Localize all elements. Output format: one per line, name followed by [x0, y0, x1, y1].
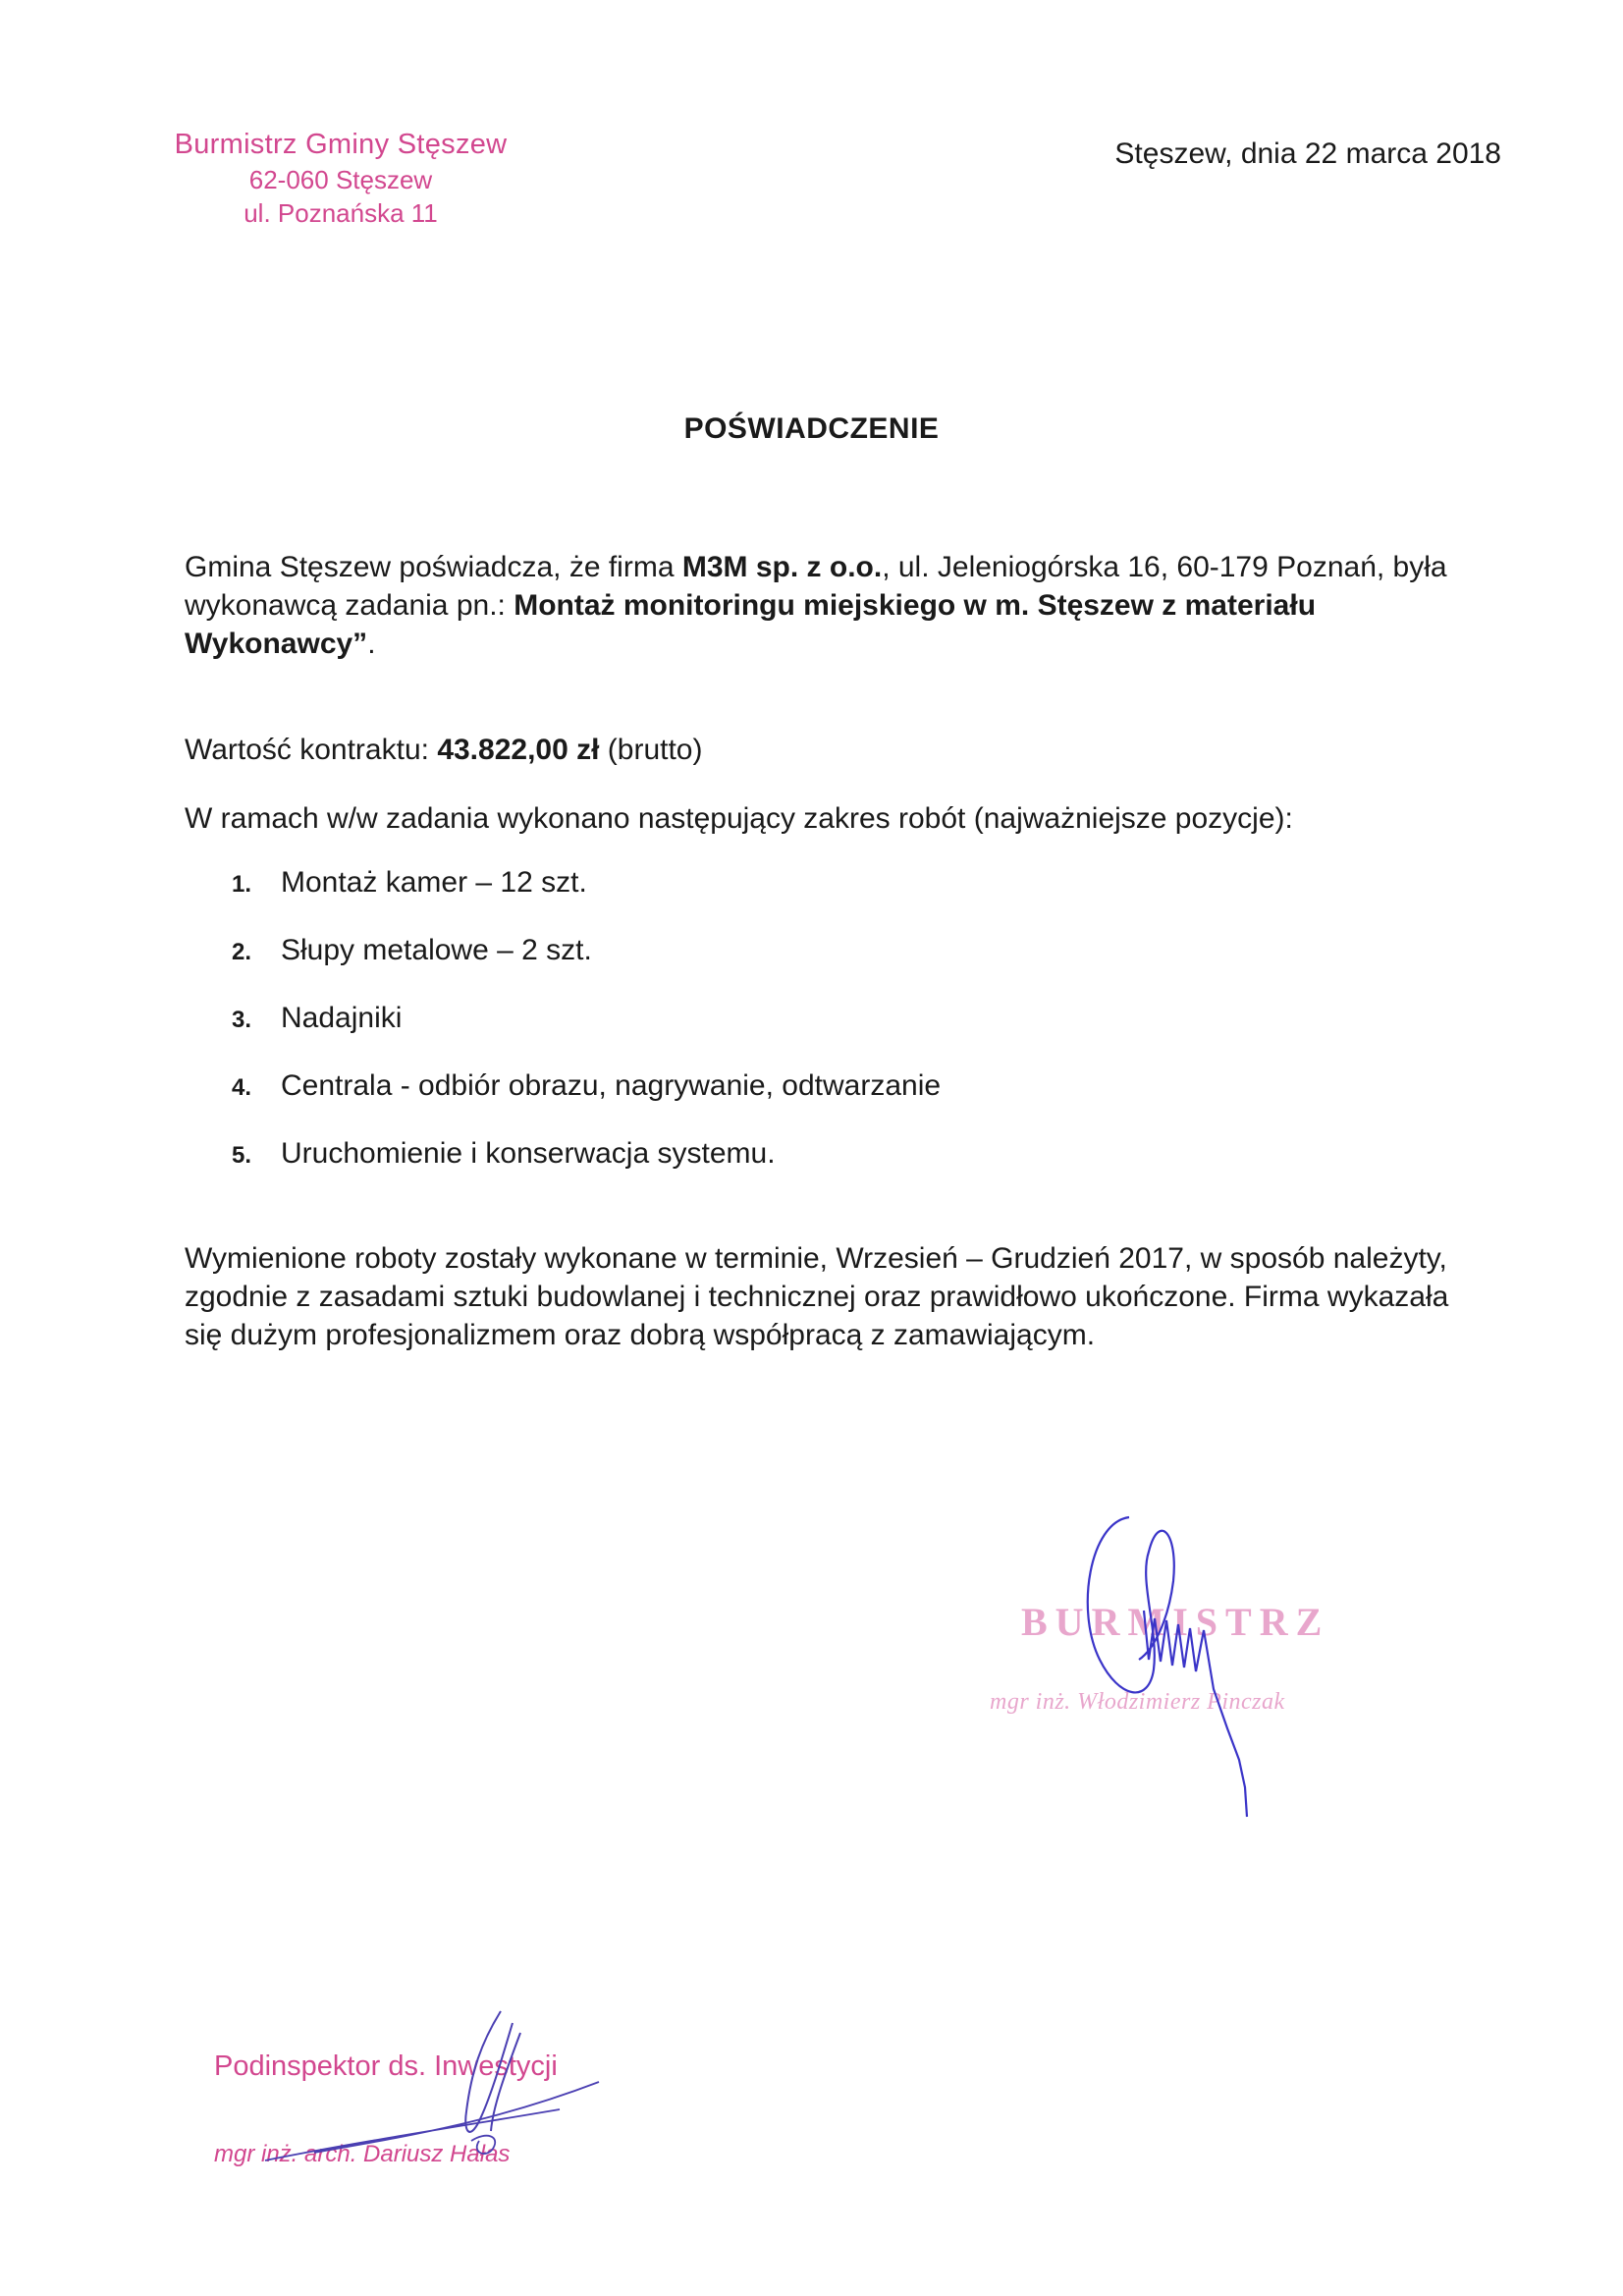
list-item: [232, 1002, 941, 1069]
mayor-stamp: [982, 1493, 1394, 1846]
letterhead-office: Burmistrz Gminy Stęszew: [174, 129, 508, 160]
list-item-text: Słupy metalowe – 2 szt.: [281, 934, 592, 966]
mayor-stamp-name: mgr inż. Włodzimierz Pinczak: [990, 1689, 1285, 1715]
document-date: Stęszew, dnia 22 marca 2018: [1114, 137, 1501, 170]
letterhead-stamp: [159, 126, 522, 230]
mayor-signature-icon: [982, 1493, 1394, 1846]
list-item: [232, 1137, 941, 1205]
inspector-stamp-name: mgr inż. arch. Dariusz Hałas: [214, 2141, 511, 2167]
list-item: [232, 1069, 941, 1137]
list-item-number: 3.: [232, 1007, 252, 1033]
closing-paragraph: Wymienione roboty zostały wykonane w terminie, Wrzesień – Grudzień 2017, w sposób należyty, zgodnie z zasadami sztuki budowlanej i technicznej oraz prawidłowo ukończone. Firma wykazała się dużym profesjonalizmem oraz dobrą współpracą z zamawiającym.: [185, 1242, 1449, 1351]
letterhead-street: ul. Poznańska 11: [243, 198, 438, 228]
company-name: M3M sp. z o.o.: [681, 551, 883, 583]
intro-text-1: Gmina Stęszew poświadcza, że firma: [185, 551, 682, 583]
letterhead-postal: 62-060 Stęszew: [248, 165, 433, 194]
inspector-signature-icon: [206, 2003, 677, 2200]
intro-paragraph: [185, 548, 1490, 663]
list-item-text: Montaż kamer – 12 szt.: [281, 866, 587, 899]
contract-value: [185, 731, 1490, 769]
scope-intro: W ramach w/w zadania wykonano następujący zakres robót (najważniejsze pozycje):: [185, 802, 1293, 835]
list-item-text: Centrala - odbiór obrazu, nagrywanie, odtwarzanie: [281, 1069, 942, 1102]
contract-amount: 43.822,00 zł: [437, 734, 600, 766]
scope-list: [232, 866, 941, 1205]
contract-label: Wartość kontraktu:: [185, 734, 438, 766]
list-item: [232, 866, 941, 934]
list-item-number: 2.: [232, 939, 252, 965]
intro-text-2: , ul. Jeleniogórska 16, 60-179 Poznań, była wykonawcą zadania pn.:: [185, 551, 1447, 622]
task-name: Montaż monitoringu miejskiego w m. Stęszew z materiału Wykonawcy”: [185, 589, 1317, 660]
intro-text-3: .: [367, 628, 376, 660]
list-item-number: 1.: [232, 871, 252, 898]
mayor-stamp-title: BURMISTRZ: [1021, 1600, 1330, 1644]
inspector-stamp: [206, 2003, 677, 2200]
contract-suffix: (brutto): [599, 734, 703, 766]
list-item-text: Uruchomienie i konserwacja systemu.: [281, 1137, 776, 1170]
list-item-number: 5.: [232, 1142, 252, 1169]
document-title: POŚWIADCZENIE: [683, 412, 940, 445]
list-item-text: Nadajniki: [281, 1002, 403, 1034]
inspector-stamp-title: Podinspektor ds. Inwestycji: [214, 2050, 558, 2082]
list-item: [232, 934, 941, 1002]
list-item-number: 4.: [232, 1074, 252, 1101]
